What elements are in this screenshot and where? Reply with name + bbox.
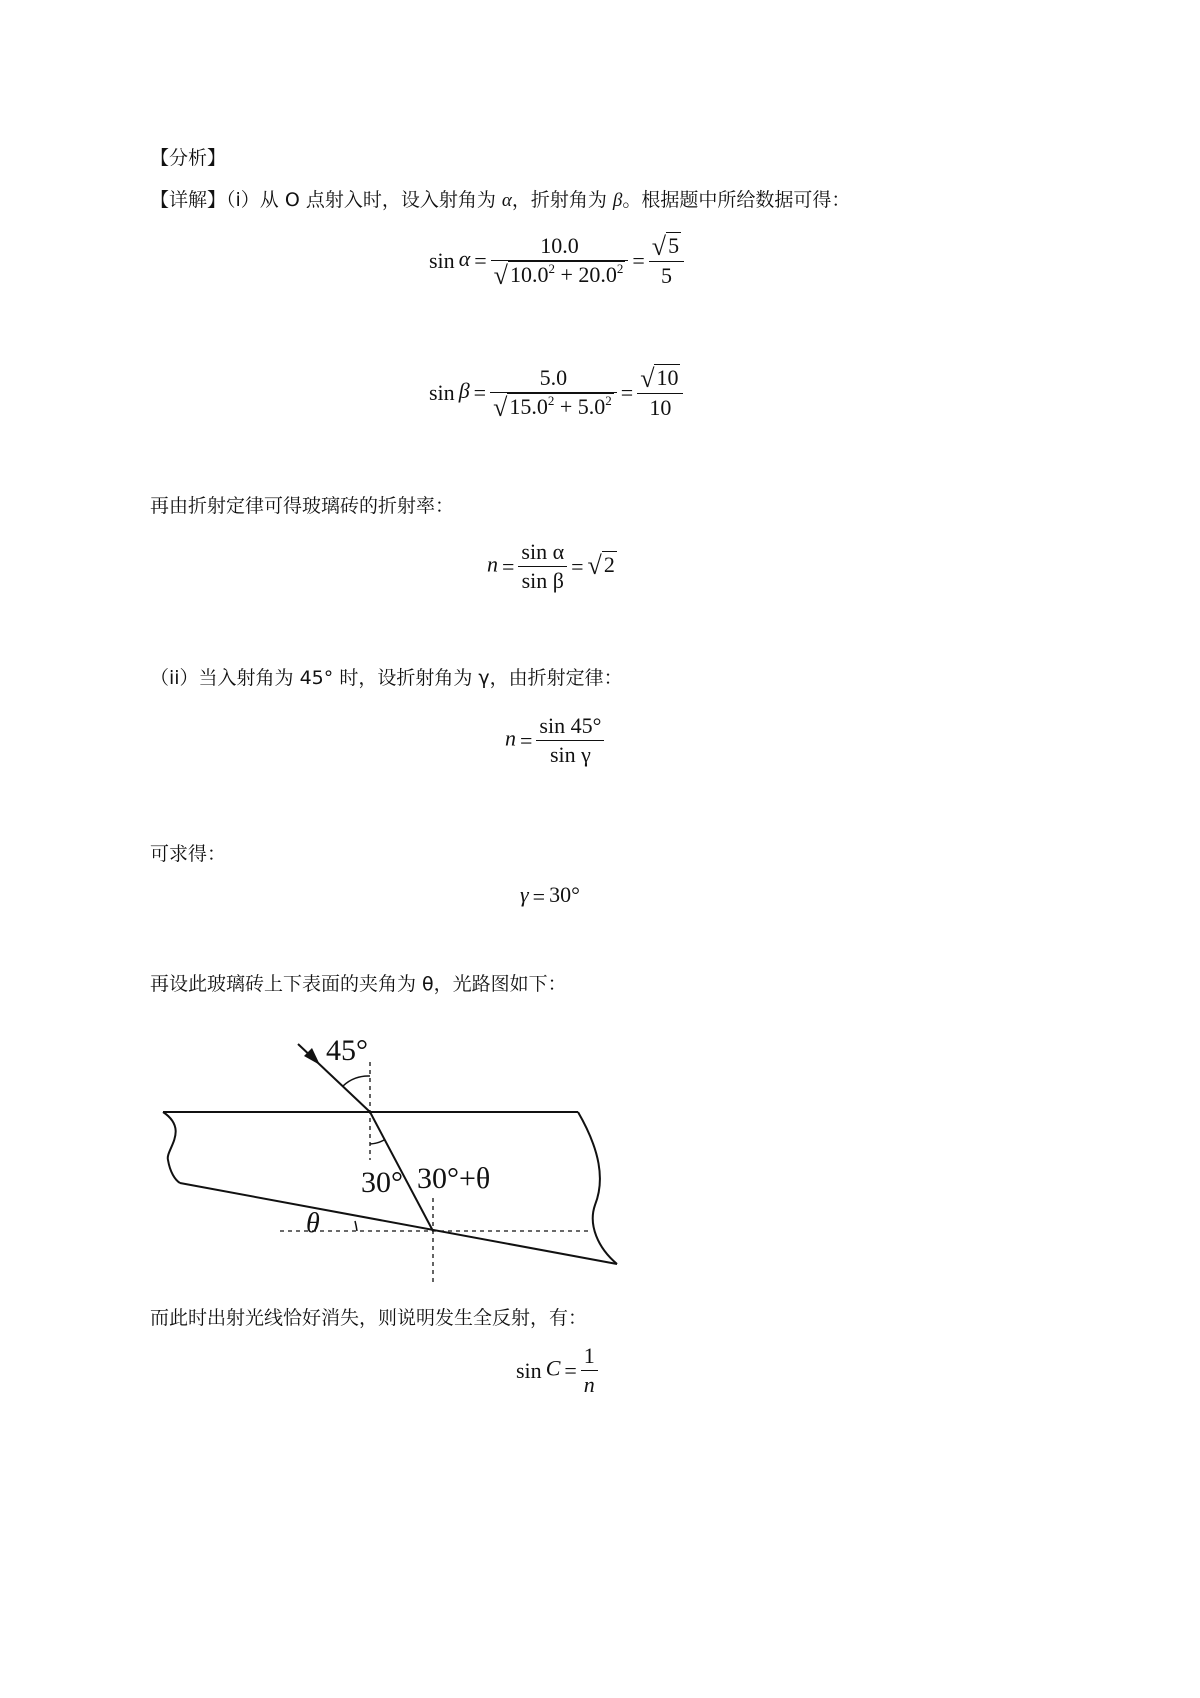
- label-theta: θ: [306, 1208, 320, 1239]
- left-edge: [163, 1112, 180, 1183]
- fraction-denominator: n: [581, 1370, 598, 1399]
- fraction-numerator: sin 45°: [539, 713, 602, 738]
- result-root: 10: [656, 365, 679, 390]
- fraction-beta-result: $\frac{√10}{10}$: [637, 364, 683, 422]
- den-term-a: 10.0: [509, 262, 549, 287]
- detail-text-1: （i）从 O 点射入时，设入射角为: [226, 189, 502, 211]
- equation-sin-beta: sin β = $\frac{5.0}{√15.0^2 + 5.0^2}$ = $\frac{√10}{10}$: [425, 364, 683, 422]
- den-term-b: 20.0: [578, 262, 617, 287]
- fraction-sinC: [581, 1342, 598, 1399]
- equation-sin-alpha: sin α = $\frac{10.0}{√10.0^2 + 20.0^2}$ = $\frac{√5}{5}$: [425, 232, 684, 290]
- alpha-symbol: α: [501, 190, 512, 211]
- equation-n45: n = $\frac{\sin 45^\circ}{\text{sin γ}}$: [505, 712, 604, 769]
- paragraph-refraction: 再由折射定律可得玻璃砖的折射率：: [150, 495, 455, 517]
- n-var: n: [487, 551, 498, 577]
- gamma-value: 30°: [549, 882, 580, 907]
- equation-n: n = $\frac{\text{sin α}}{\text{sin β}}$ = √2: [487, 539, 615, 593]
- den-term-b: 5.0: [577, 394, 606, 419]
- fraction-numerator: 10.0: [540, 233, 579, 258]
- equation-sinC: sin C = $\frac{1}{n}$: [512, 1342, 598, 1399]
- C-var: C: [545, 1355, 561, 1381]
- beta-symbol: β: [612, 190, 623, 211]
- gamma-var: γ: [520, 882, 529, 907]
- fraction-denominator: sin γ: [536, 740, 604, 769]
- arc-45: [343, 1076, 370, 1086]
- label-30: 30°: [361, 1166, 403, 1199]
- sin-label: sin: [429, 248, 455, 273]
- label-45: 45°: [326, 1034, 368, 1067]
- result-denominator: 5: [649, 261, 684, 290]
- paragraph-solve: 可求得：: [150, 843, 227, 865]
- fraction-numerator: sin α: [521, 539, 565, 564]
- result-denominator: 10: [637, 393, 683, 422]
- detail-text-3: 。根据题中所给数据可得：: [622, 189, 851, 211]
- arc-30: [370, 1140, 384, 1144]
- analysis-heading: 【分析】: [150, 147, 227, 169]
- root-value: 2: [603, 551, 615, 577]
- arc-theta: [355, 1221, 357, 1231]
- fraction-alpha-result: $\frac{√5}{5}$: [649, 232, 684, 290]
- fraction-numerator: 5.0: [539, 365, 568, 390]
- sin-label: sin: [429, 380, 455, 405]
- fraction-numerator: 1: [583, 1343, 595, 1368]
- label-30-theta: 30°+θ: [417, 1162, 491, 1195]
- detail-label: 【详解】: [150, 189, 227, 211]
- n-var: n: [505, 725, 516, 751]
- fraction-denominator: sin β: [518, 566, 567, 595]
- den-term-a: 15.0: [509, 394, 548, 419]
- sqrt-2: √2: [587, 550, 615, 580]
- paragraph-total-reflection: 而此时出射光线恰好消失，则说明发生全反射，有：: [150, 1307, 588, 1329]
- arrow-head: [304, 1048, 320, 1065]
- paragraph-part-ii: （ii）当入射角为 45° 时，设折射角为 γ，由折射定律：: [150, 667, 623, 689]
- fraction-beta: $\frac{5.0}{√15.0^2 + 5.0^2}$: [490, 364, 617, 422]
- fraction-alpha: $\frac{10.0}{√10.0^2 + 20.0^2}$: [491, 232, 629, 290]
- beta-var: β: [458, 378, 470, 404]
- result-root: 5: [668, 233, 680, 258]
- alpha-var: α: [458, 246, 471, 272]
- equation-gamma: γ = 30°: [520, 882, 580, 909]
- right-edge: [578, 1112, 617, 1264]
- paragraph-theta: 再设此玻璃砖上下表面的夹角为 θ，光路图如下：: [150, 973, 567, 995]
- detail-text-2: ，折射角为: [511, 189, 613, 211]
- sin-label: sin: [516, 1357, 542, 1383]
